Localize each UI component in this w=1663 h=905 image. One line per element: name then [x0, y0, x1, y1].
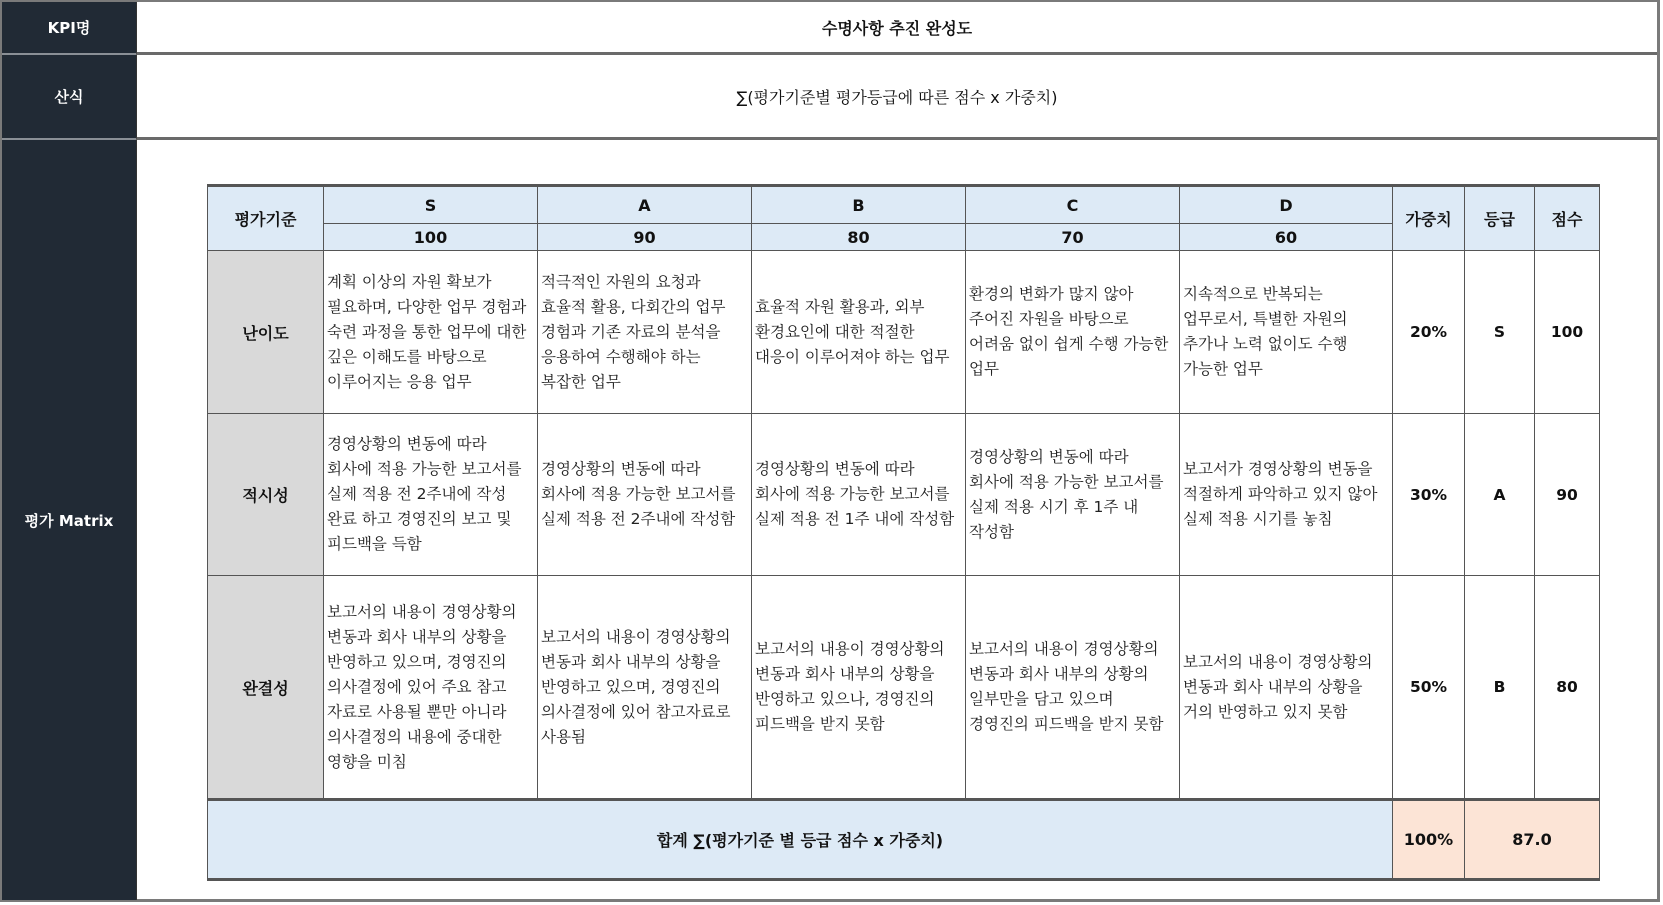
table-row-difficulty — [208, 251, 1600, 414]
total-label: 합계 ∑(평가기준 별 등급 점수 x 가중치) — [208, 800, 1393, 880]
kpi-name-value: 수명사항 추진 완성도 — [136, 2, 1657, 55]
header-points-c: 70 — [966, 224, 1180, 251]
header-points-d: 60 — [1180, 224, 1393, 251]
header-grade: 등급 — [1465, 186, 1535, 251]
desc-c: 경영상황의 변동에 따라 회사에 적용 가능한 보고서를 실제 적용 시기 후 1주 내 작성함 — [966, 414, 1180, 576]
grade-value: B — [1465, 576, 1535, 800]
total-score: 87.0 — [1465, 800, 1600, 880]
score-value: 90 — [1535, 414, 1600, 576]
score-value: 80 — [1535, 576, 1600, 800]
desc-b: 경영상황의 변동에 따라 회사에 적용 가능한 보고서를 실제 적용 전 1주 내에 작성함 — [752, 414, 966, 576]
weight-value: 30% — [1393, 414, 1465, 576]
header-score: 점수 — [1535, 186, 1600, 251]
desc-c: 보고서의 내용이 경영상황의 변동과 회사 내부의 상황의 일부만을 담고 있으며 경영진의 피드백을 받지 못함 — [966, 576, 1180, 800]
formula-value: ∑(평가기준별 평가등급에 따른 점수 x 가중치) — [136, 55, 1657, 140]
table-row-total — [208, 800, 1600, 880]
table-row-timeliness — [208, 414, 1600, 576]
desc-b: 효율적 자원 활용과, 외부 환경요인에 대한 적절한 대응이 이루어져야 하는 업무 — [752, 251, 966, 414]
header-grade-s: S — [324, 186, 538, 224]
header-grade-d: D — [1180, 186, 1393, 224]
desc-a: 경영상황의 변동에 따라 회사에 적용 가능한 보고서를 실제 적용 전 2주내에 작성함 — [538, 414, 752, 576]
grade-value: A — [1465, 414, 1535, 576]
formula-label: 산식 — [2, 55, 136, 140]
score-value: 100 — [1535, 251, 1600, 414]
header-grade-a: A — [538, 186, 752, 224]
header-weight: 가중치 — [1393, 186, 1465, 251]
desc-d: 보고서가 경영상황의 변동을 적절하게 파악하고 있지 않아 실제 적용 시기를 놓침 — [1180, 414, 1393, 576]
criterion-label: 완결성 — [208, 576, 324, 800]
table-row-completeness — [208, 576, 1600, 800]
grade-value: S — [1465, 251, 1535, 414]
header-points-b: 80 — [752, 224, 966, 251]
desc-s: 보고서의 내용이 경영상황의 변동과 회사 내부의 상황을 반영하고 있으며, 경영진의 의사결정에 있어 주요 참고 자료로 사용될 뿐만 아니라 의사결정의 내용에 중대한 영향을 미침 — [324, 576, 538, 800]
weight-value: 20% — [1393, 251, 1465, 414]
matrix-label: 평가 Matrix — [2, 140, 136, 900]
desc-b: 보고서의 내용이 경영상황의 변동과 회사 내부의 상황을 반영하고 있으나, 경영진의 피드백을 받지 못함 — [752, 576, 966, 800]
desc-s: 계획 이상의 자원 확보가 필요하며, 다양한 업무 경험과 숙련 과정을 통한 업무에 대한 깊은 이해도를 바탕으로 이루어지는 응용 업무 — [324, 251, 538, 414]
desc-a: 보고서의 내용이 경영상황의 변동과 회사 내부의 상황을 반영하고 있으며, 경영진의 의사결정에 있어 참고자료로 사용됨 — [538, 576, 752, 800]
criterion-label: 적시성 — [208, 414, 324, 576]
header-grade-c: C — [966, 186, 1180, 224]
kpi-name-label: KPI명 — [2, 2, 136, 55]
desc-d: 지속적으로 반복되는 업무로서, 특별한 자원의 추가나 노력 없이도 수행 가능한 업무 — [1180, 251, 1393, 414]
weight-value: 50% — [1393, 576, 1465, 800]
desc-a: 적극적인 자원의 요청과 효율적 활용, 다회간의 업무 경험과 기존 자료의 분석을 응용하여 수행해야 하는 복잡한 업무 — [538, 251, 752, 414]
header-criteria: 평가기준 — [208, 186, 324, 251]
header-points-a: 90 — [538, 224, 752, 251]
desc-c: 환경의 변화가 많지 않아 주어진 자원을 바탕으로 어려움 없이 쉽게 수행 가능한 업무 — [966, 251, 1180, 414]
criterion-label: 난이도 — [208, 251, 324, 414]
desc-s: 경영상황의 변동에 따라 회사에 적용 가능한 보고서를 실제 적용 전 2주내에 작성 완료 하고 경영진의 보고 및 피드백을 득함 — [324, 414, 538, 576]
header-grade-b: B — [752, 186, 966, 224]
evaluation-matrix — [207, 184, 1600, 881]
total-weight: 100% — [1393, 800, 1465, 880]
desc-d: 보고서의 내용이 경영상황의 변동과 회사 내부의 상황을 거의 반영하고 있지 못함 — [1180, 576, 1393, 800]
header-points-s: 100 — [324, 224, 538, 251]
